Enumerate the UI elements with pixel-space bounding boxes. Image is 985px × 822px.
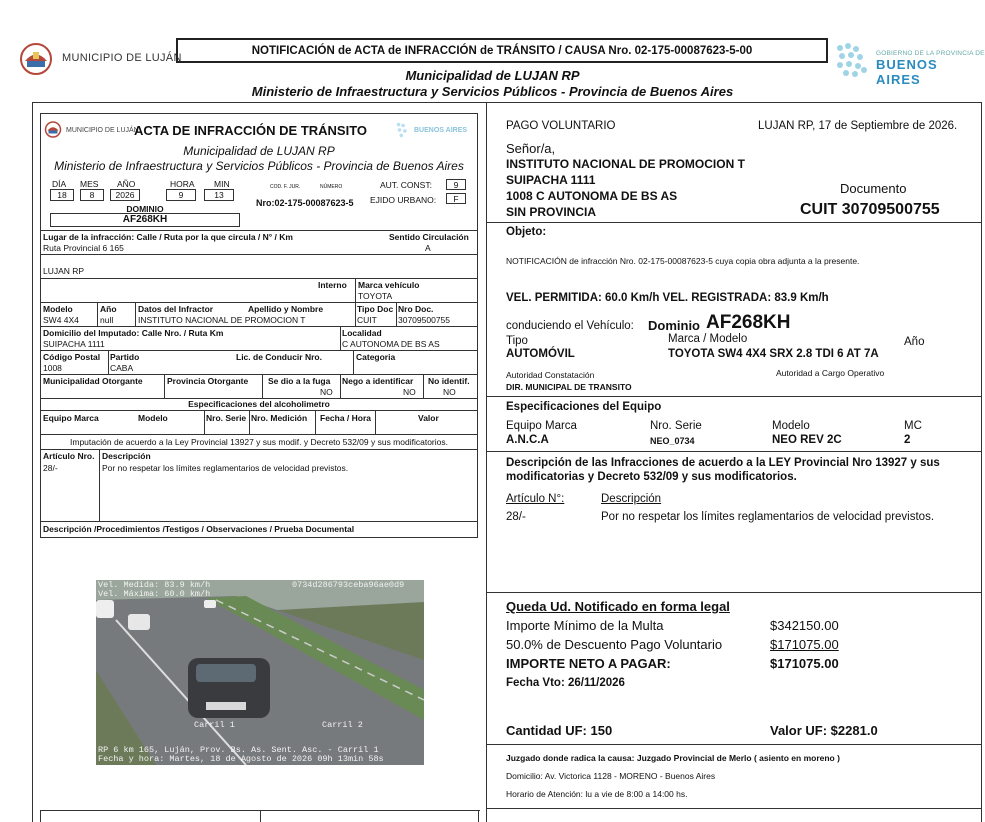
modelo-label: Modelo bbox=[43, 304, 73, 314]
photo-vel-medida: Vel. Medida: 83.9 km/h bbox=[98, 580, 211, 590]
eq-marca-label: Equipo Marca bbox=[43, 413, 99, 423]
divider bbox=[423, 374, 424, 398]
autoridad-const-label: Autoridad Constatación bbox=[506, 370, 595, 380]
descuento-label: 50.0% de Descuento Pago Voluntario bbox=[506, 637, 723, 652]
photo-location: RP 6 km 165, Luján, Prov. Bs. As. Sent. Asc. - Carril 1 bbox=[98, 745, 379, 755]
divider bbox=[355, 302, 356, 326]
ejido-label: EJIDO URBANO: bbox=[370, 195, 437, 205]
partido-label: Partido bbox=[110, 352, 140, 362]
eq-valor-label: Valor bbox=[418, 413, 439, 423]
anio-value: null bbox=[100, 315, 114, 325]
anio-field: 2026 bbox=[110, 189, 140, 201]
infractor-value: INSTITUTO NACIONAL DE PROMOCION T bbox=[138, 315, 306, 325]
desc-title: Descripción de las Infracciones de acuerdo a la LEY Provincial Nro 13927 y sus modificatorias y Decreto 532/09 y sus modificatorios. bbox=[506, 457, 940, 483]
dominio-label: DOMINIO bbox=[126, 204, 164, 214]
divider bbox=[340, 326, 341, 350]
fecha-lugar: LUJAN RP, 17 de Septiembre de 2026. bbox=[758, 120, 958, 132]
domicilio-label: Domicilio del Imputado: Calle Nro. / Ruta Km bbox=[43, 328, 224, 338]
mes-label: MES bbox=[80, 179, 99, 189]
marca-modelo-value: TOYOTA SW4 4X4 SRX 2.8 TDI 6 AT 7A bbox=[668, 348, 879, 360]
eq-marca-label-right: Equipo Marca bbox=[506, 420, 577, 432]
juzgado-horario: Horario de Atención: lu a vie de 8:00 a 14:00 hs. bbox=[506, 789, 688, 799]
divider bbox=[340, 374, 341, 398]
recipient-name: INSTITUTO NACIONAL DE PROMOCION T bbox=[506, 157, 745, 171]
desc-value: Por no respetar los límites reglamentarios de velocidad previstos. bbox=[601, 511, 935, 523]
divider bbox=[487, 744, 982, 745]
eq-modelo-label-right: Modelo bbox=[772, 420, 810, 432]
eq-fecha-label: Fecha / Hora bbox=[320, 413, 372, 423]
imputacion: Imputación de acuerdo a la Ley Provincial 13927 y sus modif. y Decreto 532/09 y sus modificatorios. bbox=[70, 437, 448, 447]
divider bbox=[396, 302, 397, 326]
ejido-field: F bbox=[446, 193, 466, 204]
modelo-value: SW4 4X4 bbox=[43, 315, 79, 325]
cod-label: COD. F. JUR. bbox=[270, 184, 301, 190]
noid-value: NO bbox=[443, 387, 456, 397]
divider bbox=[164, 374, 165, 398]
divider bbox=[40, 302, 478, 303]
hora-label: HORA bbox=[170, 179, 195, 189]
divider bbox=[40, 254, 478, 255]
numero-label: NÚMERO bbox=[320, 184, 343, 190]
autoridad-const-value: DIR. MUNICIPAL DE TRANSITO bbox=[506, 382, 632, 392]
divider bbox=[40, 449, 478, 450]
header-municipality: Municipalidad de LUJAN RP bbox=[405, 68, 580, 83]
divider bbox=[487, 396, 982, 397]
divider bbox=[108, 350, 109, 374]
localidad-label: Localidad bbox=[342, 328, 382, 338]
apellido-label: Apellido y Nombre bbox=[248, 304, 324, 314]
divider bbox=[353, 350, 354, 374]
acta-title: ACTA DE INFRACCIÓN DE TRÁNSITO bbox=[134, 123, 368, 138]
negoid-value: NO bbox=[403, 387, 416, 397]
prov-otorg-label: Provincia Otorgante bbox=[167, 376, 249, 386]
divider bbox=[40, 350, 478, 351]
desc-label: Descripción bbox=[601, 493, 662, 505]
alcoholimetro-label: Especificaciones del alcoholimetro bbox=[188, 399, 330, 409]
dia-label: DÍA bbox=[52, 179, 67, 189]
objeto-value: NOTIFICACIÓN de infracción Nro. 02-175-00087623-5 cuya copia obra adjunta a la presente. bbox=[506, 256, 860, 266]
recipient-addr3: SIN PROVINCIA bbox=[506, 205, 597, 219]
anio-veh-label: Año bbox=[100, 304, 117, 314]
conduciendo-label: conduciendo el Vehículo: bbox=[506, 320, 634, 332]
localidad-lugar: LUJAN RP bbox=[43, 266, 85, 276]
notification-title: NOTIFICACIÓN de ACTA de INFRACCIÓN de TRÁNSITO / CAUSA Nro. 02-175-00087623-5-00 bbox=[176, 38, 828, 63]
eq-marca-value: A.N.C.A bbox=[506, 434, 549, 446]
categoria-label: Categoria bbox=[356, 352, 396, 362]
anio-label-right: Año bbox=[904, 336, 925, 348]
autoridad-cargo-label: Autoridad a Cargo Operativo bbox=[776, 368, 885, 378]
lugar-value: Ruta Provincial 6 165 bbox=[43, 243, 124, 253]
divider bbox=[487, 808, 982, 809]
divider bbox=[40, 278, 478, 279]
photo-datetime: Fecha y hora: Martes, 18 de Agosto de 2026 09h 13min 58s bbox=[98, 754, 384, 764]
acta-gba-icon bbox=[394, 121, 414, 144]
photo-carril2: Carril 2 bbox=[322, 720, 363, 730]
eq-mc-label: MC bbox=[904, 420, 922, 432]
lic-label: Lic. de Conducir Nro. bbox=[236, 352, 322, 362]
marca-label: Marca vehículo bbox=[358, 280, 420, 290]
divider bbox=[40, 810, 41, 822]
photo-hash: 0734d286793ceba96ae0d9 bbox=[292, 580, 405, 590]
acta-gba-label: BUENOS AIRES bbox=[414, 127, 468, 134]
recipient-addr2: 1008 C AUTONOMA DE BS AS bbox=[506, 189, 678, 203]
marca-value: TOYOTA bbox=[358, 291, 393, 301]
divider bbox=[40, 521, 478, 522]
senor: Señor/a, bbox=[506, 141, 556, 156]
fuga-value: NO bbox=[320, 387, 333, 397]
divider bbox=[99, 449, 100, 521]
fecha-vto: Fecha Vto: 26/11/2026 bbox=[506, 677, 625, 689]
divider bbox=[204, 410, 205, 434]
nro-doc-label: Nro Doc. bbox=[398, 304, 434, 314]
interno-label: Interno bbox=[318, 280, 347, 290]
pago-voluntario: PAGO VOLUNTARIO bbox=[506, 120, 616, 132]
neto-value: $171075.00 bbox=[770, 656, 839, 671]
dia-field: 18 bbox=[50, 189, 74, 201]
art-value: 28/- bbox=[506, 511, 526, 523]
divider bbox=[262, 374, 263, 398]
neto-label: IMPORTE NETO A PAGAR: bbox=[506, 656, 671, 671]
min-field: 13 bbox=[204, 189, 234, 201]
tipo-value: AUTOMÓVIL bbox=[506, 348, 575, 360]
notificado: Queda Ud. Notificado en forma legal bbox=[506, 599, 730, 614]
min-label: MIN bbox=[214, 179, 230, 189]
divider bbox=[249, 410, 250, 434]
fuga-label: Se dio a la fuga bbox=[268, 376, 331, 386]
mun-otorg-label: Municipalidad Otorgante bbox=[43, 376, 143, 386]
importe-min-value: $342150.00 bbox=[770, 618, 839, 633]
aut-const-label: AUT. CONST: bbox=[380, 180, 432, 190]
hora-field: 9 bbox=[166, 189, 196, 201]
tipo-label: Tipo bbox=[506, 335, 528, 347]
divider bbox=[40, 434, 478, 435]
dominio-word: Dominio bbox=[648, 318, 700, 333]
tipo-doc-value: CUIT bbox=[357, 315, 377, 325]
divider bbox=[487, 592, 982, 593]
dominio-plate: AF268KH bbox=[706, 312, 791, 333]
divider bbox=[135, 302, 136, 326]
datos-label: Datos del Infractor bbox=[138, 304, 214, 314]
sentido-label: Sentido Circulación bbox=[389, 232, 469, 242]
equipo-title: Especificaciones del Equipo bbox=[506, 401, 662, 413]
mes-field: 8 bbox=[80, 189, 104, 201]
noid-label: No identif. bbox=[428, 376, 470, 386]
eq-modelo-label: Modelo bbox=[138, 413, 168, 423]
importe-min-label: Importe Mínimo de la Multa bbox=[506, 618, 664, 633]
dominio-field: AF268KH bbox=[50, 213, 240, 227]
divider bbox=[315, 410, 316, 434]
eq-modelo-value: NEO REV 2C bbox=[772, 434, 842, 446]
divider bbox=[375, 410, 376, 434]
marca-modelo-label: Marca / Modelo bbox=[668, 333, 748, 345]
cp-value: 1008 bbox=[43, 363, 62, 373]
header-ministry: Ministerio de Infraestructura y Servicios Públicos - Provincia de Buenos Aires bbox=[251, 84, 734, 99]
documento-label: Documento bbox=[840, 181, 907, 196]
divider bbox=[40, 410, 478, 411]
articulo-label: Artículo Nro. bbox=[43, 451, 95, 461]
sentido-value: A bbox=[425, 243, 431, 253]
acta-municipality: Municipalidad de LUJAN RP bbox=[183, 144, 335, 158]
tipo-doc-label: Tipo Doc bbox=[357, 304, 394, 314]
acta-ministry: Ministerio de Infraestructura y Servicios Públicos - Provincia de Buenos Aires bbox=[54, 159, 464, 173]
objeto-label: Objeto: bbox=[506, 226, 547, 238]
procedimientos-label: Descripción /Procedimientos /Testigos / Observaciones / Prueba Documental bbox=[43, 524, 355, 534]
divider bbox=[40, 374, 478, 375]
eq-serie-label: Nro. Serie bbox=[206, 413, 247, 423]
municipality-logo-label: MUNICIPIO DE LUJÁN bbox=[62, 52, 182, 64]
anio-label: AÑO bbox=[117, 179, 136, 189]
juzgado-domicilio: Domicilio: Av. Victorica 1128 - MORENO - Buenos Aires bbox=[506, 771, 716, 781]
velocidades: VEL. PERMITIDA: 60.0 Km/h VEL. REGISTRADA: 83.9 Km/h bbox=[506, 292, 829, 304]
divider bbox=[478, 810, 479, 822]
divider bbox=[355, 278, 356, 302]
valor-uf: Valor UF: $2281.0 bbox=[770, 723, 878, 738]
localidad-value: C AUTONOMA DE BS AS bbox=[342, 339, 440, 349]
eq-serie-label-right: Nro. Serie bbox=[650, 420, 702, 432]
lugar-label: Lugar de la infracción: Calle / Ruta por la que circula / N° / Km bbox=[43, 232, 293, 242]
column-divider bbox=[486, 102, 487, 822]
documento-value: CUIT 30709500755 bbox=[800, 201, 940, 218]
infraction-photo bbox=[96, 580, 424, 765]
eq-mc-value: 2 bbox=[904, 434, 911, 446]
divider bbox=[40, 326, 478, 327]
negoid-label: Nego a identificar bbox=[342, 376, 414, 386]
divider bbox=[260, 810, 261, 822]
partido-value: CABA bbox=[110, 363, 134, 373]
recipient-addr1: SUIPACHA 1111 bbox=[506, 173, 596, 187]
gba-big-text: BUENOS AIRES bbox=[876, 57, 938, 87]
divider bbox=[97, 302, 98, 326]
descripcion-value: Por no respetar los límites reglamentarios de velocidad previstos. bbox=[102, 463, 349, 473]
domicilio-value: SUIPACHA 1111 bbox=[43, 339, 105, 349]
eq-medicion-label: Nro. Medición bbox=[251, 413, 308, 423]
divider bbox=[487, 451, 982, 452]
acta-logo-icon bbox=[44, 121, 62, 143]
acta-logo-label: MUNICIPIO DE LUJÁN bbox=[66, 127, 139, 134]
photo-carril1: Carril 1 bbox=[194, 720, 235, 730]
gba-small-text: GOBIERNO DE LA PROVINCIA DE bbox=[876, 50, 985, 57]
cp-label: Código Postal bbox=[43, 352, 101, 362]
articulo-value: 28/- bbox=[43, 463, 58, 473]
acta-nro: Nro:02-175-00087623-5 bbox=[256, 198, 354, 208]
nro-doc-value: 30709500755 bbox=[398, 315, 451, 325]
cantidad-uf: Cantidad UF: 150 bbox=[506, 723, 613, 738]
descripcion-label: Descripción bbox=[102, 451, 151, 461]
art-label: Artículo N°: bbox=[506, 493, 565, 505]
juzgado: Juzgado donde radica la causa: Juzgado Provincial de Merlo ( asiento en moreno ) bbox=[506, 753, 840, 763]
photo-vel-maxima: Vel. Máxima: 60.0 km/h bbox=[98, 589, 211, 599]
eq-serie-value: NEO_0734 bbox=[650, 436, 695, 446]
descuento-value: $171075.00 bbox=[770, 637, 839, 652]
divider bbox=[487, 222, 982, 223]
aut-const-field: 9 bbox=[446, 179, 466, 190]
divider bbox=[40, 230, 478, 231]
